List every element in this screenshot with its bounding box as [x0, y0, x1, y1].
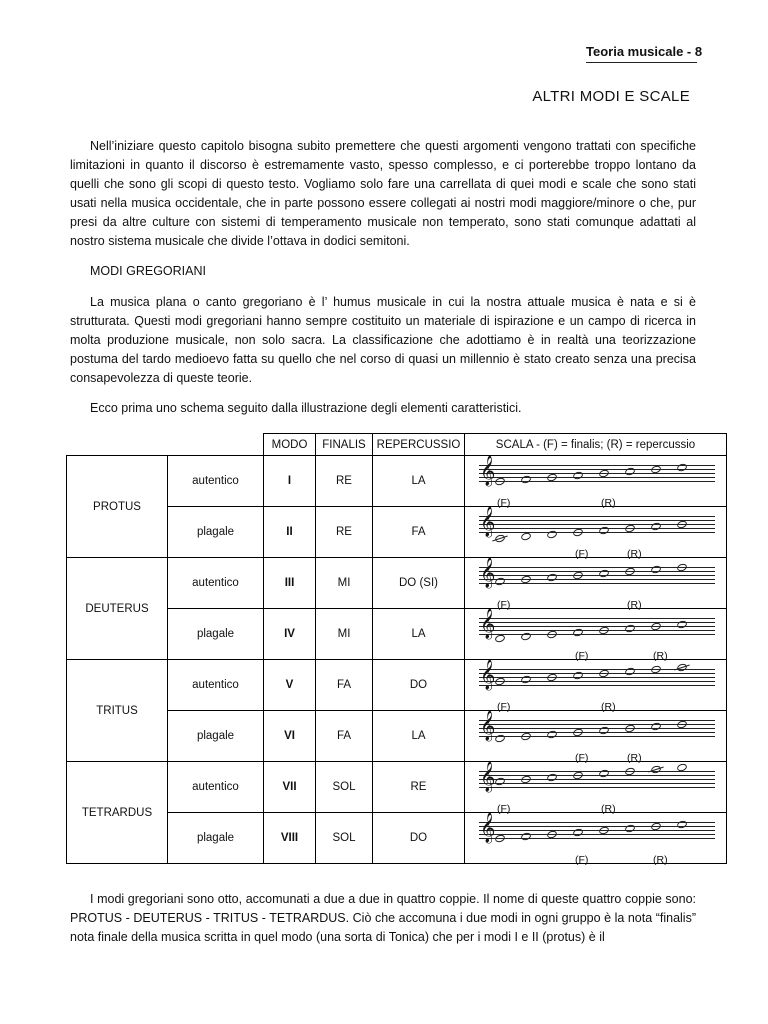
table-row	[67, 762, 727, 813]
scale-staff	[465, 660, 727, 711]
repercussio-cell: DO (SI)	[373, 558, 465, 609]
mode-number: V	[264, 660, 316, 711]
finalis-mark: (F)	[497, 599, 511, 611]
paragraph-scheme-intro: Ecco prima uno schema seguito dalla illustrazione degli elementi caratteristici.	[90, 401, 522, 415]
finalis-mark: (F)	[575, 650, 589, 662]
note-head	[676, 663, 688, 673]
mode-number: VI	[264, 711, 316, 762]
running-header: Teoria musicale - 8	[586, 44, 703, 59]
finalis-mark: (F)	[575, 854, 589, 866]
note-head	[520, 732, 532, 742]
table-row	[67, 660, 727, 711]
note-head	[546, 630, 558, 640]
paragraph-intro: Nell’iniziare questo capitolo bisogna subito premettere che questi argomenti vengono trattati con specifiche limitazioni in quanto il discorso è estremamente vasto, spesso complesso, e ci porterebbe troppo lontano da quelli che sono gli scopi di questo testo. Vogliamo solo fare una carrellata di quei modi e scale che sono stati usati nella musica occidentale, che in parte possono essere collegati ai nostri modi maggiore/minore o che, pur presi da altre culture con sistemi di temperamento musicale non temperato, sono stati comunque adattati al nostro sistema musicale che divide l’ottava in dodici semitoni.	[70, 139, 696, 248]
finalis-cell: SOL	[316, 762, 373, 813]
repercussio-mark: (R)	[627, 752, 642, 764]
note-head	[650, 765, 662, 775]
mode-kind: autentico	[168, 558, 264, 609]
mode-kind: autentico	[168, 762, 264, 813]
mode-kind: plagale	[168, 609, 264, 660]
finalis-mark: (F)	[575, 752, 589, 764]
scale-staff	[465, 558, 727, 609]
finalis-cell: RE	[316, 456, 373, 507]
table-row	[67, 456, 727, 507]
scale-staff	[465, 762, 727, 813]
header-modo: MODO	[264, 434, 316, 456]
mode-kind: plagale	[168, 711, 264, 762]
mode-number: II	[264, 507, 316, 558]
repercussio-mark: (R)	[653, 854, 668, 866]
header-repercussio: REPERCUSSIO	[373, 434, 465, 456]
group-name: DEUTERUS	[67, 558, 168, 660]
group-name: PROTUS	[67, 456, 168, 558]
paragraph-gregorian: La musica plana o canto gregoriano è l’ humus musicale in cui la nostra attuale musica è nata e si è strutturata. Questi modi gregoriani hanno sempre costituito un materiale di ispirazione e un campo di ricerca in molta produzione musicale, non solo sacra. La classificazione che adottiamo è in realtà una teorizzazione postuma del tardo medioevo fatta su quello che nel corso di quasi un millennio è stato creato senza una precisa consapevolezza di queste teorie.	[70, 295, 696, 385]
repercussio-cell: LA	[373, 456, 465, 507]
repercussio-mark: (R)	[627, 548, 642, 560]
finalis-cell: MI	[316, 558, 373, 609]
finalis-mark: (F)	[575, 548, 589, 560]
repercussio-cell: FA	[373, 507, 465, 558]
header-rule	[586, 62, 697, 63]
repercussio-mark: (R)	[627, 599, 642, 611]
scale-staff	[465, 711, 727, 762]
finalis-mark: (F)	[497, 701, 511, 713]
treble-clef-icon: 𝄞	[480, 558, 496, 588]
finalis-cell: SOL	[316, 813, 373, 864]
treble-clef-icon: 𝄞	[480, 762, 496, 792]
repercussio-mark: (R)	[601, 803, 616, 815]
treble-clef-icon: 𝄞	[480, 456, 496, 486]
table-header-row	[67, 434, 727, 456]
finalis-cell: FA	[316, 711, 373, 762]
mode-kind: plagale	[168, 507, 264, 558]
treble-clef-icon: 𝄞	[480, 660, 496, 690]
header-scala: SCALA - (F) = finalis; (R) = repercussio	[465, 434, 727, 456]
mode-kind: autentico	[168, 660, 264, 711]
treble-clef-icon: 𝄞	[480, 813, 496, 843]
gregorian-modes-table	[66, 433, 727, 864]
finalis-cell: RE	[316, 507, 373, 558]
treble-clef-icon: 𝄞	[480, 711, 496, 741]
note-head	[572, 528, 584, 538]
mode-number: I	[264, 456, 316, 507]
finalis-cell: FA	[316, 660, 373, 711]
finalis-cell: MI	[316, 609, 373, 660]
header-blank	[67, 434, 264, 456]
scale-staff	[465, 813, 727, 864]
paragraph-modes-summary: I modi gregoriani sono otto, accomunati a due a due in quattro coppie. Il nome di queste quattro coppie sono: PROTUS - DEUTERUS - TRITUS - TETRARDUS. Ciò che accomuna i due modi in ogni gruppo è la nota “finalis” nota finale della musica scritta in quel modo (una sorta di Tonica) che per i modi I e II (protus) è il	[70, 892, 696, 944]
mode-number: III	[264, 558, 316, 609]
mode-number: VII	[264, 762, 316, 813]
repercussio-mark: (R)	[601, 497, 616, 509]
treble-clef-icon: 𝄞	[480, 507, 496, 537]
section-heading: MODI GREGORIANI	[90, 264, 206, 278]
chapter-title: ALTRI MODI E SCALE	[532, 88, 690, 105]
group-name: TRITUS	[67, 660, 168, 762]
mode-kind: autentico	[168, 456, 264, 507]
note-head	[494, 477, 506, 487]
note-head	[494, 634, 506, 644]
scale-staff	[465, 609, 727, 660]
mode-number: VIII	[264, 813, 316, 864]
repercussio-cell: DO	[373, 660, 465, 711]
repercussio-cell: DO	[373, 813, 465, 864]
finalis-mark: (F)	[497, 497, 511, 509]
repercussio-mark: (R)	[601, 701, 616, 713]
group-name: TETRARDUS	[67, 762, 168, 864]
header-finalis: FINALIS	[316, 434, 373, 456]
mode-number: IV	[264, 609, 316, 660]
note-head	[494, 534, 506, 544]
repercussio-cell: LA	[373, 711, 465, 762]
scale-staff	[465, 456, 727, 507]
table-row	[67, 558, 727, 609]
repercussio-cell: RE	[373, 762, 465, 813]
scale-staff	[465, 507, 727, 558]
treble-clef-icon: 𝄞	[480, 609, 496, 639]
mode-kind: plagale	[168, 813, 264, 864]
note-head	[494, 834, 506, 844]
repercussio-cell: LA	[373, 609, 465, 660]
repercussio-mark: (R)	[653, 650, 668, 662]
finalis-mark: (F)	[497, 803, 511, 815]
note-head	[520, 532, 532, 542]
